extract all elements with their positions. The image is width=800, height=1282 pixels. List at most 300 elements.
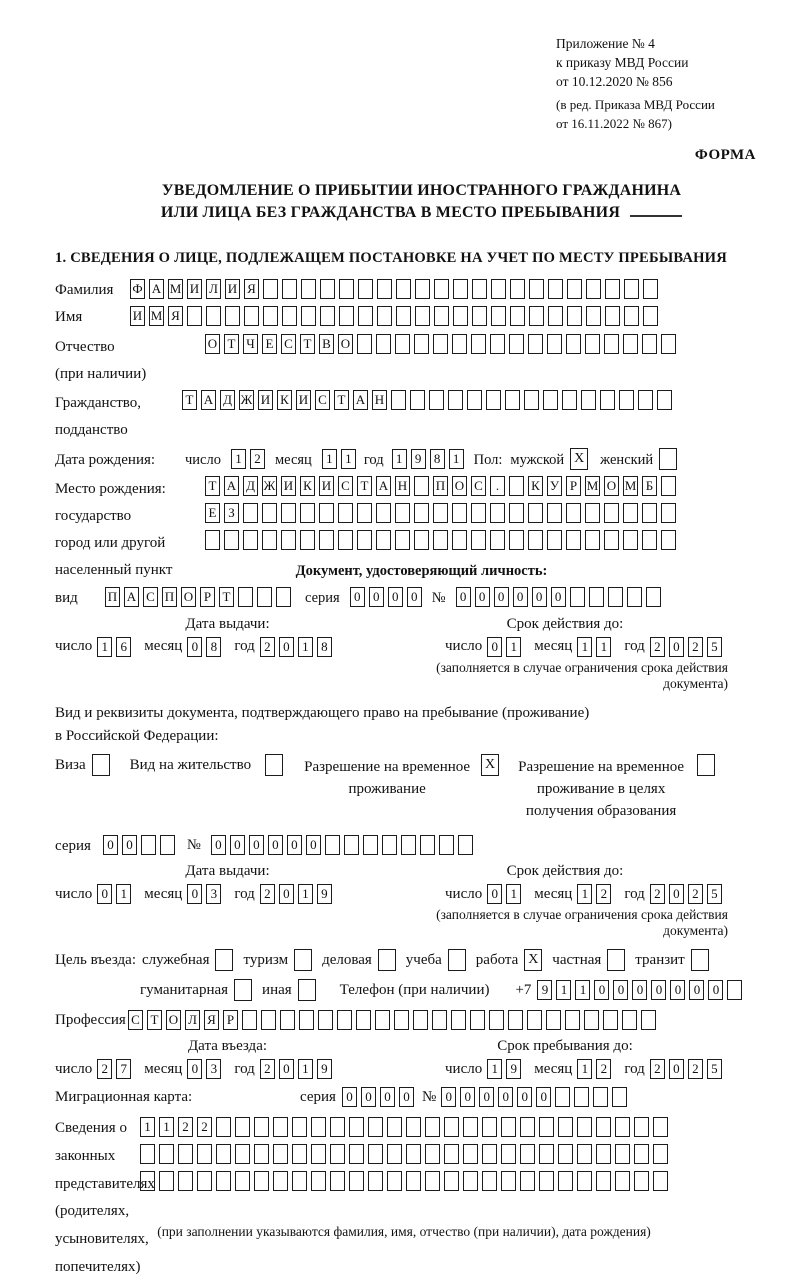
char-cell[interactable]: 0	[399, 1087, 414, 1107]
char-cell[interactable]	[566, 530, 581, 550]
char-cell[interactable]	[406, 1171, 421, 1191]
char-cell[interactable]: 0	[369, 587, 384, 607]
char-cell[interactable]	[619, 390, 634, 410]
char-cell[interactable]	[344, 835, 359, 855]
char-cell[interactable]: Т	[182, 390, 197, 410]
char-cell[interactable]: 0	[460, 1087, 475, 1107]
char-cell[interactable]	[577, 1117, 592, 1137]
char-cell[interactable]	[420, 835, 435, 855]
char-cell[interactable]	[489, 1010, 504, 1030]
char-cell[interactable]: 0	[513, 587, 528, 607]
char-cell[interactable]	[570, 587, 585, 607]
char-cell[interactable]	[467, 390, 482, 410]
char-cell[interactable]	[414, 503, 429, 523]
char-cell[interactable]	[257, 587, 272, 607]
char-cell[interactable]	[448, 390, 463, 410]
char-cell[interactable]: 0	[441, 1087, 456, 1107]
char-cell[interactable]: 1	[577, 1059, 592, 1079]
char-cell[interactable]	[653, 1144, 668, 1164]
char-cell[interactable]	[395, 503, 410, 523]
char-cell[interactable]	[414, 476, 429, 496]
char-cell[interactable]	[458, 835, 473, 855]
char-cell[interactable]	[567, 279, 582, 299]
char-cell[interactable]: Е	[205, 503, 220, 523]
char-cell[interactable]	[311, 1117, 326, 1137]
char-cell[interactable]	[593, 1087, 608, 1107]
char-cell[interactable]	[187, 306, 202, 326]
char-cell[interactable]	[358, 279, 373, 299]
char-cell[interactable]	[357, 503, 372, 523]
char-cell[interactable]: 1	[97, 637, 112, 657]
char-cell[interactable]: 0	[689, 980, 704, 1000]
purpose-humanitarian-checkbox[interactable]	[234, 979, 252, 1001]
char-cell[interactable]	[425, 1144, 440, 1164]
char-cell[interactable]: 0	[187, 884, 202, 904]
char-cell[interactable]	[263, 279, 278, 299]
char-cell[interactable]	[634, 1117, 649, 1137]
temp-residence-education-checkbox[interactable]	[697, 754, 715, 776]
char-cell[interactable]	[262, 530, 277, 550]
char-cell[interactable]: 1	[392, 449, 407, 469]
char-cell[interactable]: 2	[650, 637, 665, 657]
char-cell[interactable]	[604, 334, 619, 354]
char-cell[interactable]: К	[528, 476, 543, 496]
char-cell[interactable]	[301, 279, 316, 299]
char-cell[interactable]	[547, 530, 562, 550]
char-cell[interactable]	[451, 1010, 466, 1030]
char-cell[interactable]: 1	[449, 449, 464, 469]
char-cell[interactable]	[567, 306, 582, 326]
char-cell[interactable]	[325, 835, 340, 855]
char-cell[interactable]	[623, 334, 638, 354]
char-cell[interactable]: 1	[556, 980, 571, 1000]
char-cell[interactable]	[562, 390, 577, 410]
char-cell[interactable]	[261, 1010, 276, 1030]
char-cell[interactable]	[624, 306, 639, 326]
char-cell[interactable]	[546, 1010, 561, 1030]
char-cell[interactable]	[589, 587, 604, 607]
char-cell[interactable]: 0	[651, 980, 666, 1000]
char-cell[interactable]	[586, 306, 601, 326]
char-cell[interactable]	[543, 390, 558, 410]
char-cell[interactable]	[395, 334, 410, 354]
purpose-private-checkbox[interactable]	[607, 949, 625, 971]
char-cell[interactable]: 0	[517, 1087, 532, 1107]
char-cell[interactable]	[585, 334, 600, 354]
purpose-tourism-checkbox[interactable]	[294, 949, 312, 971]
char-cell[interactable]	[452, 503, 467, 523]
char-cell[interactable]	[224, 530, 239, 550]
char-cell[interactable]	[596, 1117, 611, 1137]
char-cell[interactable]	[299, 1010, 314, 1030]
char-cell[interactable]	[396, 279, 411, 299]
char-cell[interactable]	[311, 1144, 326, 1164]
char-cell[interactable]	[339, 306, 354, 326]
char-cell[interactable]	[657, 390, 672, 410]
char-cell[interactable]: 0	[350, 587, 365, 607]
char-cell[interactable]	[225, 306, 240, 326]
char-cell[interactable]	[547, 503, 562, 523]
char-cell[interactable]	[486, 390, 501, 410]
char-cell[interactable]: 1	[487, 1059, 502, 1079]
char-cell[interactable]	[216, 1117, 231, 1137]
char-cell[interactable]	[391, 390, 406, 410]
char-cell[interactable]	[414, 530, 429, 550]
char-cell[interactable]	[197, 1171, 212, 1191]
char-cell[interactable]	[387, 1171, 402, 1191]
char-cell[interactable]	[558, 1117, 573, 1137]
purpose-official-checkbox[interactable]	[215, 949, 233, 971]
char-cell[interactable]	[330, 1171, 345, 1191]
char-cell[interactable]: 6	[116, 637, 131, 657]
char-cell[interactable]	[141, 835, 156, 855]
char-cell[interactable]	[508, 1010, 523, 1030]
char-cell[interactable]: А	[224, 476, 239, 496]
char-cell[interactable]: Ж	[262, 476, 277, 496]
char-cell[interactable]	[254, 1171, 269, 1191]
char-cell[interactable]	[273, 1144, 288, 1164]
char-cell[interactable]	[509, 334, 524, 354]
char-cell[interactable]: 1	[596, 637, 611, 657]
char-cell[interactable]	[401, 835, 416, 855]
char-cell[interactable]	[178, 1144, 193, 1164]
char-cell[interactable]: 2	[260, 637, 275, 657]
char-cell[interactable]: 2	[688, 637, 703, 657]
char-cell[interactable]: С	[471, 476, 486, 496]
char-cell[interactable]	[558, 1144, 573, 1164]
char-cell[interactable]	[603, 1010, 618, 1030]
char-cell[interactable]	[216, 1171, 231, 1191]
char-cell[interactable]	[368, 1171, 383, 1191]
char-cell[interactable]: 0	[122, 835, 137, 855]
char-cell[interactable]: 0	[407, 587, 422, 607]
char-cell[interactable]: О	[452, 476, 467, 496]
char-cell[interactable]: Т	[357, 476, 372, 496]
visa-checkbox[interactable]	[92, 754, 110, 776]
char-cell[interactable]	[643, 306, 658, 326]
char-cell[interactable]	[585, 530, 600, 550]
char-cell[interactable]: 1	[506, 637, 521, 657]
char-cell[interactable]: 0	[670, 980, 685, 1000]
char-cell[interactable]: 2	[97, 1059, 112, 1079]
char-cell[interactable]	[452, 334, 467, 354]
char-cell[interactable]: 0	[536, 1087, 551, 1107]
char-cell[interactable]	[414, 334, 429, 354]
char-cell[interactable]: С	[143, 587, 158, 607]
char-cell[interactable]	[490, 530, 505, 550]
sex-female-checkbox[interactable]	[659, 448, 677, 470]
char-cell[interactable]: 0	[287, 835, 302, 855]
char-cell[interactable]: 8	[317, 637, 332, 657]
char-cell[interactable]	[586, 279, 601, 299]
char-cell[interactable]	[292, 1144, 307, 1164]
char-cell[interactable]	[642, 530, 657, 550]
char-cell[interactable]	[377, 279, 392, 299]
char-cell[interactable]: 1	[298, 637, 313, 657]
char-cell[interactable]	[357, 530, 372, 550]
char-cell[interactable]: А	[376, 476, 391, 496]
char-cell[interactable]	[471, 334, 486, 354]
char-cell[interactable]	[605, 306, 620, 326]
char-cell[interactable]	[661, 476, 676, 496]
char-cell[interactable]	[300, 530, 315, 550]
char-cell[interactable]: К	[277, 390, 292, 410]
char-cell[interactable]	[501, 1117, 516, 1137]
char-cell[interactable]	[527, 1010, 542, 1030]
char-cell[interactable]: Р	[223, 1010, 238, 1030]
char-cell[interactable]: 0	[669, 884, 684, 904]
char-cell[interactable]: 0	[613, 980, 628, 1000]
char-cell[interactable]: 0	[594, 980, 609, 1000]
char-cell[interactable]: А	[149, 279, 164, 299]
char-cell[interactable]	[491, 279, 506, 299]
char-cell[interactable]: Я	[244, 279, 259, 299]
char-cell[interactable]	[600, 390, 615, 410]
char-cell[interactable]: 0	[279, 1059, 294, 1079]
char-cell[interactable]	[453, 306, 468, 326]
char-cell[interactable]	[235, 1171, 250, 1191]
char-cell[interactable]: О	[166, 1010, 181, 1030]
char-cell[interactable]	[425, 1117, 440, 1137]
char-cell[interactable]	[140, 1171, 155, 1191]
char-cell[interactable]: 1	[322, 449, 337, 469]
char-cell[interactable]	[406, 1144, 421, 1164]
char-cell[interactable]: 1	[341, 449, 356, 469]
char-cell[interactable]	[292, 1171, 307, 1191]
char-cell[interactable]	[615, 1144, 630, 1164]
char-cell[interactable]	[330, 1144, 345, 1164]
char-cell[interactable]	[337, 1010, 352, 1030]
char-cell[interactable]	[160, 835, 175, 855]
char-cell[interactable]: 2	[650, 884, 665, 904]
char-cell[interactable]: 0	[361, 1087, 376, 1107]
char-cell[interactable]: З	[224, 503, 239, 523]
char-cell[interactable]: 1	[231, 449, 246, 469]
char-cell[interactable]	[653, 1171, 668, 1191]
char-cell[interactable]: М	[168, 279, 183, 299]
purpose-business-checkbox[interactable]	[378, 949, 396, 971]
char-cell[interactable]	[357, 334, 372, 354]
char-cell[interactable]	[463, 1117, 478, 1137]
char-cell[interactable]	[396, 306, 411, 326]
char-cell[interactable]: А	[353, 390, 368, 410]
char-cell[interactable]	[273, 1117, 288, 1137]
char-cell[interactable]	[159, 1144, 174, 1164]
purpose-transit-checkbox[interactable]	[691, 949, 709, 971]
char-cell[interactable]: 2	[260, 884, 275, 904]
char-cell[interactable]	[301, 306, 316, 326]
char-cell[interactable]	[439, 835, 454, 855]
purpose-other-checkbox[interactable]	[298, 979, 316, 1001]
purpose-study-checkbox[interactable]	[448, 949, 466, 971]
char-cell[interactable]	[596, 1171, 611, 1191]
char-cell[interactable]	[235, 1117, 250, 1137]
char-cell[interactable]	[509, 476, 524, 496]
char-cell[interactable]	[501, 1171, 516, 1191]
char-cell[interactable]	[627, 587, 642, 607]
char-cell[interactable]: 1	[140, 1117, 155, 1137]
char-cell[interactable]	[528, 530, 543, 550]
char-cell[interactable]	[206, 306, 221, 326]
char-cell[interactable]	[524, 390, 539, 410]
char-cell[interactable]	[415, 306, 430, 326]
char-cell[interactable]	[339, 279, 354, 299]
char-cell[interactable]	[319, 530, 334, 550]
char-cell[interactable]	[634, 1171, 649, 1191]
char-cell[interactable]	[558, 1171, 573, 1191]
char-cell[interactable]	[254, 1144, 269, 1164]
char-cell[interactable]	[727, 980, 742, 1000]
char-cell[interactable]	[338, 503, 353, 523]
char-cell[interactable]	[505, 390, 520, 410]
char-cell[interactable]	[311, 1171, 326, 1191]
char-cell[interactable]: И	[296, 390, 311, 410]
char-cell[interactable]	[432, 1010, 447, 1030]
char-cell[interactable]: 2	[178, 1117, 193, 1137]
char-cell[interactable]	[292, 1117, 307, 1137]
char-cell[interactable]: 0	[230, 835, 245, 855]
char-cell[interactable]: И	[187, 279, 202, 299]
char-cell[interactable]	[377, 306, 392, 326]
char-cell[interactable]: П	[105, 587, 120, 607]
char-cell[interactable]	[242, 1010, 257, 1030]
char-cell[interactable]	[263, 306, 278, 326]
char-cell[interactable]	[238, 587, 253, 607]
char-cell[interactable]: С	[338, 476, 353, 496]
char-cell[interactable]: Т	[224, 334, 239, 354]
char-cell[interactable]: 2	[688, 884, 703, 904]
char-cell[interactable]	[577, 1144, 592, 1164]
char-cell[interactable]: 0	[532, 587, 547, 607]
purpose-work-checkbox[interactable]: X	[524, 949, 542, 971]
char-cell[interactable]	[491, 306, 506, 326]
char-cell[interactable]: 0	[669, 1059, 684, 1079]
char-cell[interactable]	[482, 1144, 497, 1164]
char-cell[interactable]	[394, 1010, 409, 1030]
char-cell[interactable]: 7	[116, 1059, 131, 1079]
char-cell[interactable]	[577, 1171, 592, 1191]
char-cell[interactable]	[415, 279, 430, 299]
char-cell[interactable]	[410, 390, 425, 410]
char-cell[interactable]: 9	[317, 1059, 332, 1079]
char-cell[interactable]: А	[124, 587, 139, 607]
char-cell[interactable]: 1	[577, 884, 592, 904]
char-cell[interactable]	[520, 1144, 535, 1164]
char-cell[interactable]	[623, 503, 638, 523]
char-cell[interactable]	[349, 1171, 364, 1191]
char-cell[interactable]	[280, 1010, 295, 1030]
char-cell[interactable]	[585, 503, 600, 523]
char-cell[interactable]	[482, 1171, 497, 1191]
char-cell[interactable]	[622, 1010, 637, 1030]
char-cell[interactable]: 0	[388, 587, 403, 607]
char-cell[interactable]	[444, 1171, 459, 1191]
char-cell[interactable]: Е	[262, 334, 277, 354]
char-cell[interactable]: Р	[200, 587, 215, 607]
char-cell[interactable]	[548, 279, 563, 299]
char-cell[interactable]: 0	[494, 587, 509, 607]
char-cell[interactable]	[520, 1117, 535, 1137]
char-cell[interactable]	[387, 1144, 402, 1164]
char-cell[interactable]	[661, 334, 676, 354]
char-cell[interactable]: 1	[159, 1117, 174, 1137]
char-cell[interactable]: 1	[575, 980, 590, 1000]
char-cell[interactable]	[638, 390, 653, 410]
char-cell[interactable]: Ч	[243, 334, 258, 354]
char-cell[interactable]: 0	[487, 884, 502, 904]
char-cell[interactable]: 0	[669, 637, 684, 657]
char-cell[interactable]: 9	[537, 980, 552, 1000]
char-cell[interactable]: Ф	[130, 279, 145, 299]
temp-residence-checkbox[interactable]: X	[481, 754, 499, 776]
char-cell[interactable]	[529, 279, 544, 299]
char-cell[interactable]	[444, 1117, 459, 1137]
char-cell[interactable]	[584, 1010, 599, 1030]
char-cell[interactable]	[318, 1010, 333, 1030]
char-cell[interactable]: Ж	[239, 390, 254, 410]
char-cell[interactable]	[604, 503, 619, 523]
char-cell[interactable]: 5	[707, 637, 722, 657]
char-cell[interactable]	[338, 530, 353, 550]
char-cell[interactable]	[356, 1010, 371, 1030]
char-cell[interactable]	[661, 503, 676, 523]
char-cell[interactable]: 1	[577, 637, 592, 657]
char-cell[interactable]	[471, 503, 486, 523]
char-cell[interactable]	[433, 530, 448, 550]
char-cell[interactable]: 0	[487, 637, 502, 657]
char-cell[interactable]: О	[181, 587, 196, 607]
char-cell[interactable]: 9	[317, 884, 332, 904]
char-cell[interactable]: Т	[300, 334, 315, 354]
char-cell[interactable]	[565, 1010, 580, 1030]
char-cell[interactable]	[330, 1117, 345, 1137]
char-cell[interactable]	[300, 503, 315, 523]
char-cell[interactable]	[653, 1117, 668, 1137]
residence-permit-checkbox[interactable]	[265, 754, 283, 776]
char-cell[interactable]	[510, 306, 525, 326]
char-cell[interactable]: 0	[268, 835, 283, 855]
char-cell[interactable]: М	[623, 476, 638, 496]
char-cell[interactable]: П	[162, 587, 177, 607]
char-cell[interactable]	[273, 1171, 288, 1191]
char-cell[interactable]: 2	[260, 1059, 275, 1079]
char-cell[interactable]	[363, 835, 378, 855]
char-cell[interactable]: И	[258, 390, 273, 410]
char-cell[interactable]	[566, 334, 581, 354]
char-cell[interactable]: 0	[279, 637, 294, 657]
char-cell[interactable]: 1	[506, 884, 521, 904]
char-cell[interactable]: 0	[187, 637, 202, 657]
char-cell[interactable]	[472, 306, 487, 326]
char-cell[interactable]: .	[490, 476, 505, 496]
char-cell[interactable]	[463, 1171, 478, 1191]
char-cell[interactable]: 0	[708, 980, 723, 1000]
char-cell[interactable]: 2	[650, 1059, 665, 1079]
char-cell[interactable]	[276, 587, 291, 607]
char-cell[interactable]	[520, 1171, 535, 1191]
char-cell[interactable]: К	[300, 476, 315, 496]
char-cell[interactable]	[581, 390, 596, 410]
char-cell[interactable]	[349, 1117, 364, 1137]
char-cell[interactable]	[319, 503, 334, 523]
char-cell[interactable]: 2	[250, 449, 265, 469]
char-cell[interactable]: 0	[306, 835, 321, 855]
char-cell[interactable]	[548, 306, 563, 326]
char-cell[interactable]: 9	[506, 1059, 521, 1079]
char-cell[interactable]	[434, 306, 449, 326]
char-cell[interactable]	[320, 279, 335, 299]
char-cell[interactable]: С	[281, 334, 296, 354]
